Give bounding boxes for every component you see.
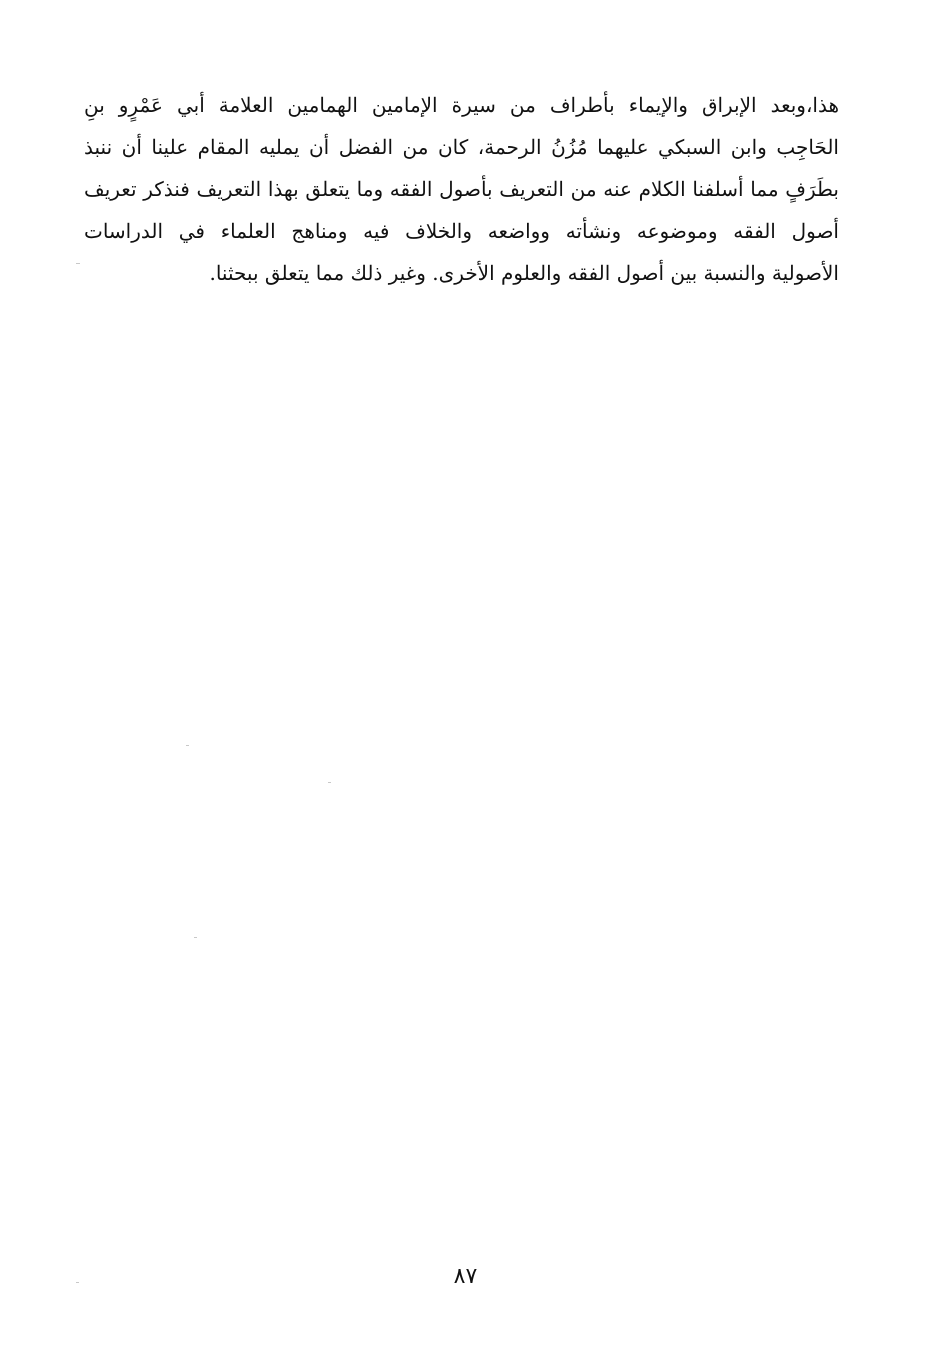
- scan-speck: [76, 1282, 79, 1283]
- paragraph-line-4: أصول الفقه وموضوعه ونشأته وواضعه والخلاف فيه ومناهج العلماء في الدراسات: [84, 219, 839, 243]
- scan-speck: [194, 937, 197, 938]
- paragraph-line-3: بطَرَفٍ مما أسلفنا الكلام عنه من التعريف بأصول الفقه وما يتعلق بهذا التعريف فنذكر تعريف: [84, 177, 839, 201]
- paragraph-line-2: الحَاجِب وابن السبكي عليهما مُزُنُ الرحمة، كان من الفضل أن يمليه المقام علينا أن ننبذ: [84, 135, 839, 159]
- paragraph-line-1: هذا،وبعد الإبراق والإيماء بأطراف من سيرة الإمامين الهمامين العلامة أبي عَمْرٍو بنِ: [84, 93, 839, 117]
- scan-speck: [186, 745, 189, 746]
- scan-speck: [328, 782, 331, 783]
- page-number: ٨٧: [453, 1264, 478, 1289]
- paragraph-line-5: الأصولية والنسبة بين أصول الفقه والعلوم الأخرى. وغير ذلك مما يتعلق ببحثنا.: [209, 261, 839, 285]
- body-paragraph: [84, 84, 839, 294]
- scan-speck: [76, 263, 80, 264]
